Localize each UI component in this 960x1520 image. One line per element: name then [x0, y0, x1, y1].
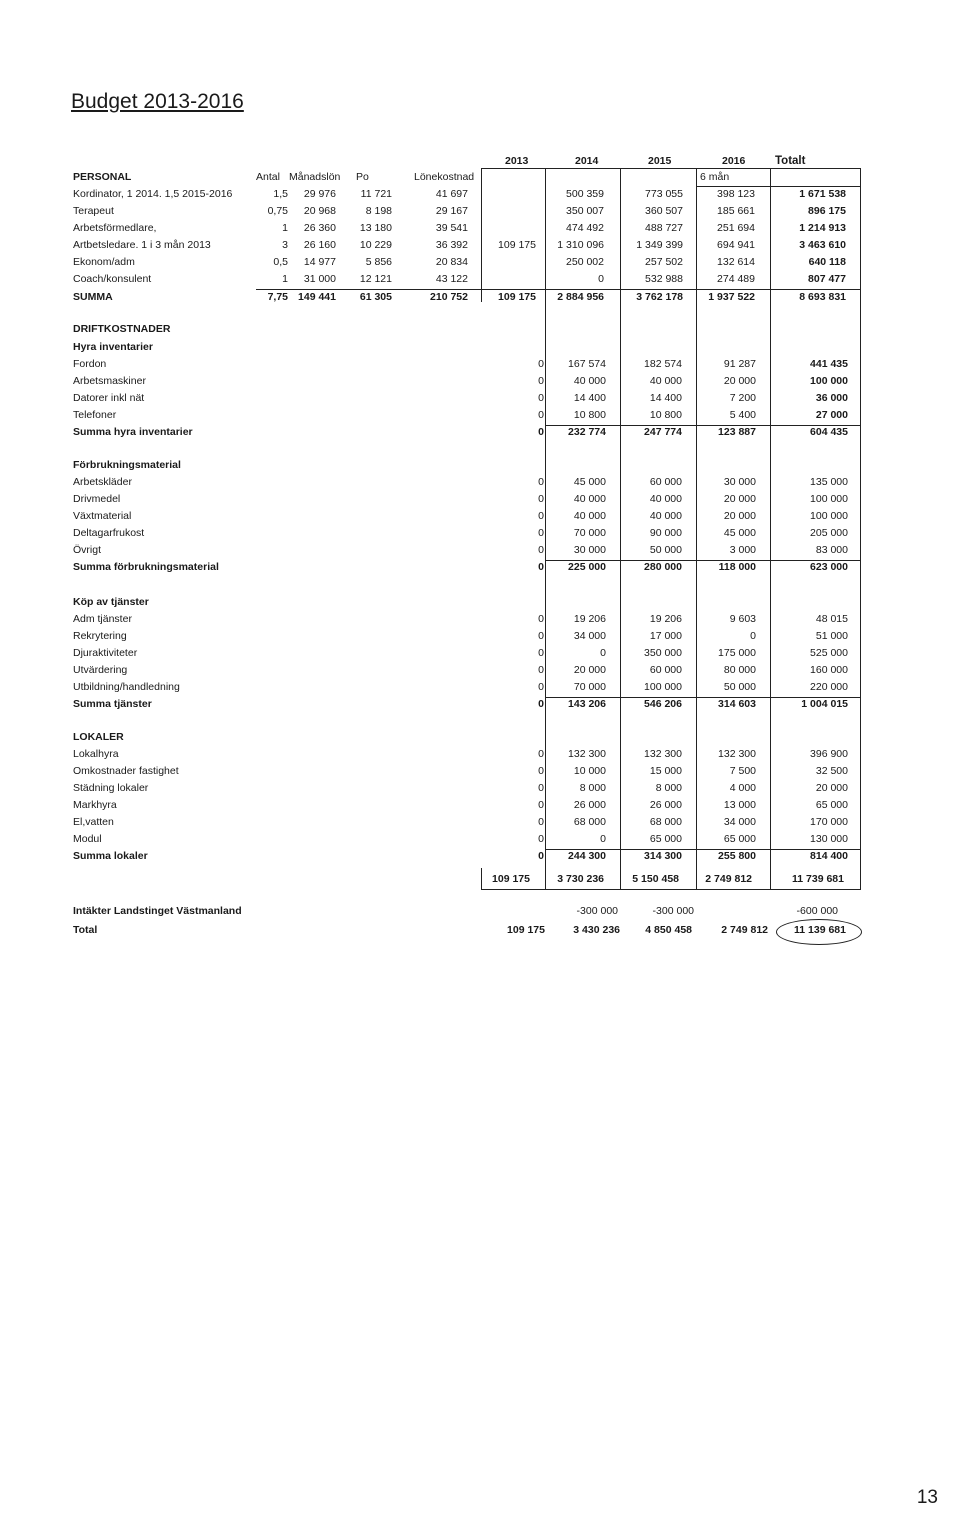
section-cell-label: Lokalhyra [73, 748, 119, 760]
income-2015: -300 000 [652, 905, 694, 917]
year-header-row [0, 155, 960, 172]
section-cell-z: 0 [538, 527, 544, 539]
section-cell-z: 0 [538, 647, 544, 659]
section-cell-y2016: 314 603 [718, 698, 756, 710]
section-cell-tot: 51 000 [815, 630, 848, 642]
section-heading: Hyra inventarier [73, 341, 153, 353]
personal-row [0, 188, 960, 205]
section-heading-row [0, 731, 960, 748]
section-row [0, 630, 960, 647]
section-cell-y2015: 100 000 [644, 681, 682, 693]
total-label: Total [73, 924, 98, 936]
section-cell-label: Adm tjänster [73, 613, 132, 625]
section-cell-z: 0 [538, 630, 544, 642]
personal-cell-lk: 36 392 [435, 239, 468, 251]
section-row [0, 816, 960, 833]
personal-cell-label: SUMMA [73, 291, 113, 303]
section-cell-label: Utvärdering [73, 664, 128, 676]
section-heading-row [0, 459, 960, 476]
section-cell-y2016: 65 000 [723, 833, 756, 845]
section-cell-label: Telefoner [73, 409, 117, 421]
section-cell-tot: 100 000 [810, 493, 848, 505]
personal-cell-tot: 896 175 [808, 205, 846, 217]
section-cell-y2014: 225 000 [568, 561, 606, 573]
section-cell-y2015: 60 000 [649, 664, 682, 676]
section-cell-y2016: 80 000 [723, 664, 756, 676]
section-row [0, 782, 960, 799]
section-cell-y2016: 50 000 [723, 681, 756, 693]
personal-cell-y2014: 2 884 956 [557, 291, 604, 303]
section-cell-z: 0 [538, 833, 544, 845]
section-cell-y2014: 167 574 [568, 358, 606, 370]
section-heading: Förbrukningsmaterial [73, 459, 181, 471]
section-cell-y2014: 40 000 [573, 493, 606, 505]
personal-cell-y2014: 500 359 [566, 188, 604, 200]
section-cell-z: 0 [538, 748, 544, 760]
personal-cell-tot: 3 463 610 [799, 239, 846, 251]
personal-cell-y2013: 109 175 [498, 291, 536, 303]
total-2015: 4 850 458 [645, 924, 692, 936]
section-cell-tot: 205 000 [810, 527, 848, 539]
personal-cell-antal: 0,5 [273, 256, 288, 268]
section-cell-y2016: 5 400 [729, 409, 756, 421]
section-row [0, 375, 960, 392]
section-cell-label: Deltagarfrukost [73, 527, 145, 539]
personal-cell-tot: 640 118 [808, 256, 846, 268]
section-cell-label: Summa tjänster [73, 698, 152, 710]
personal-cell-antal: 3 [282, 239, 288, 251]
personal-cell-lon: 31 000 [303, 273, 336, 285]
personal-cell-po: 13 180 [359, 222, 392, 234]
section-cell-y2014: 0 [600, 833, 606, 845]
section-cell-y2014: 70 000 [573, 681, 606, 693]
section-row [0, 493, 960, 510]
personal-cell-tot: 1 214 913 [799, 222, 846, 234]
personal-cell-y2015: 360 507 [645, 205, 683, 217]
section-cell-y2014: 40 000 [573, 375, 606, 387]
section-row [0, 358, 960, 375]
personal-heading: PERSONAL [73, 171, 132, 183]
personal-cell-y2015: 3 762 178 [636, 291, 683, 303]
section-cell-y2015: 40 000 [649, 510, 682, 522]
personal-cell-label: Kordinator, 1 2014. 1,5 2015-2016 [73, 188, 233, 200]
section-sum-line [545, 697, 861, 698]
section-cell-y2016: 45 000 [723, 527, 756, 539]
section-cell-z: 0 [538, 476, 544, 488]
section-cell-y2014: 10 000 [573, 765, 606, 777]
personal-cell-y2013: 109 175 [498, 239, 536, 251]
personal-cell-lk: 210 752 [430, 291, 468, 303]
section-cell-y2014: 26 000 [573, 799, 606, 811]
section-cell-tot: 130 000 [810, 833, 848, 845]
section-cell-y2014: 34 000 [573, 630, 606, 642]
section-cell-y2014: 45 000 [573, 476, 606, 488]
header-2016: 2016 [722, 155, 746, 167]
section-cell-z: 0 [538, 816, 544, 828]
col-2013-border [545, 168, 546, 890]
personal-cell-lon: 20 968 [303, 205, 336, 217]
section-row [0, 544, 960, 561]
personal-cell-lon: 14 977 [303, 256, 336, 268]
personal-cell-antal: 1,5 [273, 188, 288, 200]
personal-row [0, 256, 960, 273]
personal-cell-po: 8 198 [365, 205, 392, 217]
personal-row [0, 222, 960, 239]
driftkostnader-row [0, 323, 960, 340]
section-cell-y2015: 8 000 [655, 782, 682, 794]
table-bottom-line [481, 889, 861, 890]
personal-cell-lk: 41 697 [435, 188, 468, 200]
personal-cell-y2015: 1 349 399 [636, 239, 683, 251]
section-cell-label: Städning lokaler [73, 782, 149, 794]
personal-cell-label: Coach/konsulent [73, 273, 152, 285]
section-cell-y2015: 90 000 [649, 527, 682, 539]
section-cell-label: Datorer inkl nät [73, 392, 145, 404]
personal-cell-y2016: 251 694 [717, 222, 755, 234]
personal-cell-y2014: 474 492 [566, 222, 604, 234]
section-cell-z: 0 [538, 782, 544, 794]
section-cell-y2016: 7 200 [729, 392, 756, 404]
section-cell-y2015: 350 000 [644, 647, 682, 659]
total-total: 11 139 681 [794, 924, 846, 936]
personal-cell-lon: 29 976 [303, 188, 336, 200]
section-cell-tot: 36 000 [815, 392, 848, 404]
section-cell-z: 0 [538, 681, 544, 693]
section-cell-z: 0 [538, 409, 544, 421]
section-cell-tot: 1 004 015 [801, 698, 848, 710]
personal-cell-lk: 29 167 [435, 205, 468, 217]
table-left-border [481, 168, 482, 302]
section-cell-tot: 20 000 [815, 782, 848, 794]
section-cell-z: 0 [538, 392, 544, 404]
header-manadslon: Månadslön [289, 171, 341, 183]
section-cell-y2016: 20 000 [723, 510, 756, 522]
income-label: Intäkter Landstinget Västmanland [73, 905, 242, 917]
section-cell-y2016: 30 000 [723, 476, 756, 488]
col-2016-border [770, 168, 771, 890]
personal-cell-y2015: 257 502 [645, 256, 683, 268]
section-row [0, 647, 960, 664]
grand-sum-2013: 109 175 [492, 873, 530, 885]
section-cell-tot: 220 000 [810, 681, 848, 693]
section-row [0, 392, 960, 409]
section-cell-y2015: 15 000 [649, 765, 682, 777]
personal-cell-y2014: 0 [598, 273, 604, 285]
section-cell-y2015: 17 000 [649, 630, 682, 642]
personal-cell-tot: 1 671 538 [799, 188, 846, 200]
section-cell-z: 0 [538, 613, 544, 625]
section-cell-y2016: 3 000 [729, 544, 756, 556]
section-cell-y2016: 20 000 [723, 493, 756, 505]
section-cell-y2015: 132 300 [644, 748, 682, 760]
section-cell-y2015: 182 574 [644, 358, 682, 370]
section-sum-line [545, 425, 861, 426]
section-row [0, 613, 960, 630]
personal-sum-line [256, 289, 861, 290]
section-cell-label: Summa lokaler [73, 850, 148, 862]
section-cell-label: Arbetsmaskiner [73, 375, 146, 387]
personal-row [0, 273, 960, 290]
section-cell-tot: 441 435 [810, 358, 848, 370]
section-cell-z: 0 [538, 375, 544, 387]
personal-cell-y2016: 398 123 [717, 188, 755, 200]
section-cell-label: Rekrytering [73, 630, 127, 642]
section-cell-tot: 83 000 [815, 544, 848, 556]
total-circle-mark [776, 919, 862, 945]
section-cell-label: Drivmedel [73, 493, 121, 505]
section-sum-line [545, 849, 861, 850]
section-cell-y2015: 26 000 [649, 799, 682, 811]
personal-cell-y2016: 1 937 522 [708, 291, 755, 303]
section-row [0, 664, 960, 681]
section-row [0, 748, 960, 765]
personal-cell-lon: 26 360 [303, 222, 336, 234]
personal-cell-y2016: 185 661 [717, 205, 755, 217]
col-2015-border [696, 168, 697, 890]
header-2015: 2015 [648, 155, 672, 167]
section-cell-y2014: 244 300 [568, 850, 606, 862]
section-cell-y2014: 0 [600, 647, 606, 659]
section-cell-y2015: 19 206 [649, 613, 682, 625]
section-cell-z: 0 [538, 698, 544, 710]
section-cell-tot: 100 000 [810, 375, 848, 387]
section-cell-y2015: 247 774 [644, 426, 682, 438]
section-cell-z: 0 [538, 799, 544, 811]
page-number: 13 [916, 1487, 938, 1508]
section-cell-y2016: 7 500 [729, 765, 756, 777]
section-sum-row [0, 698, 960, 715]
section-row [0, 510, 960, 527]
driftkostnader-heading: DRIFTKOSTNADER [73, 323, 171, 335]
grand-sum-row [0, 873, 960, 890]
section-cell-y2016: 175 000 [718, 647, 756, 659]
table-right-border [860, 168, 861, 890]
personal-cell-antal: 1 [282, 222, 288, 234]
section-sum-row [0, 561, 960, 578]
section-cell-tot: 100 000 [810, 510, 848, 522]
section-cell-label: Växtmaterial [73, 510, 132, 522]
section-row [0, 681, 960, 698]
section-row [0, 476, 960, 493]
section-cell-y2014: 40 000 [573, 510, 606, 522]
section-cell-y2015: 546 206 [644, 698, 682, 710]
section-cell-label: Utbildning/handledning [73, 681, 180, 693]
six-man-line [696, 186, 861, 187]
personal-cell-y2015: 773 055 [645, 188, 683, 200]
section-cell-label: Övrigt [73, 544, 102, 556]
section-cell-y2016: 13 000 [723, 799, 756, 811]
personal-cell-tot: 807 477 [808, 273, 846, 285]
section-cell-y2016: 0 [750, 630, 756, 642]
personal-cell-y2016: 132 614 [717, 256, 755, 268]
section-row [0, 799, 960, 816]
section-cell-y2016: 4 000 [729, 782, 756, 794]
section-cell-y2015: 314 300 [644, 850, 682, 862]
personal-cell-lk: 20 834 [435, 256, 468, 268]
section-cell-y2015: 65 000 [649, 833, 682, 845]
section-cell-y2016: 20 000 [723, 375, 756, 387]
personal-cell-po: 61 305 [359, 291, 392, 303]
section-cell-tot: 65 000 [815, 799, 848, 811]
header-top-line [481, 168, 861, 169]
grand-sum-total: 11 739 681 [792, 873, 844, 885]
section-cell-tot: 32 500 [815, 765, 848, 777]
personal-cell-po: 10 229 [359, 239, 392, 251]
section-row [0, 833, 960, 850]
section-cell-label: Modul [73, 833, 102, 845]
personal-cell-lk: 43 122 [435, 273, 468, 285]
section-cell-y2015: 280 000 [644, 561, 682, 573]
section-cell-y2015: 68 000 [649, 816, 682, 828]
personal-cell-antal: 0,75 [267, 205, 288, 217]
section-cell-y2014: 132 300 [568, 748, 606, 760]
section-sum-row [0, 850, 960, 867]
personal-cell-y2014: 250 002 [566, 256, 604, 268]
section-cell-y2014: 30 000 [573, 544, 606, 556]
section-row [0, 409, 960, 426]
section-heading-row [0, 341, 960, 358]
section-cell-tot: 396 900 [810, 748, 848, 760]
header-lonekostnad: Lönekostnad [414, 171, 475, 183]
header-six-man: 6 mån [700, 171, 730, 183]
personal-cell-antal: 7,75 [267, 291, 288, 303]
personal-cell-y2016: 274 489 [717, 273, 755, 285]
section-cell-y2016: 123 887 [718, 426, 756, 438]
section-cell-z: 0 [538, 850, 544, 862]
section-cell-tot: 160 000 [810, 664, 848, 676]
personal-sum-row [0, 291, 960, 308]
section-cell-label: Omkostnader fastighet [73, 765, 179, 777]
personal-cell-label: Terapeut [73, 205, 114, 217]
section-cell-y2014: 8 000 [579, 782, 606, 794]
section-cell-y2016: 9 603 [729, 613, 756, 625]
personal-row [0, 239, 960, 256]
section-cell-y2014: 14 400 [573, 392, 606, 404]
personal-row [0, 205, 960, 222]
section-cell-y2014: 10 800 [573, 409, 606, 421]
personal-cell-label: Arbetsförmedlare, [73, 222, 157, 234]
header-po: Po [356, 171, 369, 183]
section-cell-label: Fordon [73, 358, 107, 370]
personal-cell-lon: 149 441 [298, 291, 336, 303]
section-cell-y2016: 118 000 [718, 561, 756, 573]
section-cell-y2016: 91 287 [723, 358, 756, 370]
section-cell-z: 0 [538, 426, 544, 438]
section-cell-y2014: 232 774 [568, 426, 606, 438]
section-cell-y2015: 50 000 [649, 544, 682, 556]
section-cell-y2014: 19 206 [573, 613, 606, 625]
grand-left-border [481, 868, 482, 889]
section-cell-y2015: 40 000 [649, 375, 682, 387]
header-2014: 2014 [575, 155, 599, 167]
section-cell-tot: 170 000 [810, 816, 848, 828]
section-cell-y2016: 132 300 [718, 748, 756, 760]
section-cell-label: El,vatten [73, 816, 114, 828]
section-cell-tot: 48 015 [815, 613, 848, 625]
section-cell-tot: 604 435 [810, 426, 848, 438]
section-cell-y2015: 40 000 [649, 493, 682, 505]
section-cell-y2014: 20 000 [573, 664, 606, 676]
personal-cell-antal: 1 [282, 273, 288, 285]
income-2014: -300 000 [576, 905, 618, 917]
section-cell-z: 0 [538, 561, 544, 573]
personal-cell-y2015: 488 727 [645, 222, 683, 234]
section-cell-z: 0 [538, 544, 544, 556]
personal-cell-po: 5 856 [365, 256, 392, 268]
personal-cell-y2015: 532 988 [645, 273, 683, 285]
personal-cell-lk: 39 541 [435, 222, 468, 234]
section-cell-tot: 623 000 [810, 561, 848, 573]
section-cell-label: Summa förbrukningsmaterial [73, 561, 219, 573]
header-antal: Antal [256, 171, 280, 183]
section-cell-label: Markhyra [73, 799, 117, 811]
personal-cell-lon: 26 160 [303, 239, 336, 251]
total-2016: 2 749 812 [721, 924, 768, 936]
grand-sum-2015: 5 150 458 [632, 873, 679, 885]
section-sum-line [545, 560, 861, 561]
section-cell-z: 0 [538, 493, 544, 505]
section-sum-row [0, 426, 960, 443]
personal-cell-label: Ekonom/adm [73, 256, 135, 268]
section-cell-y2016: 255 800 [718, 850, 756, 862]
section-cell-y2015: 60 000 [649, 476, 682, 488]
section-row [0, 765, 960, 782]
section-cell-z: 0 [538, 664, 544, 676]
section-cell-tot: 27 000 [815, 409, 848, 421]
header-totalt: Totalt [775, 155, 806, 167]
section-cell-label: Djuraktiviteter [73, 647, 138, 659]
section-cell-label: Summa hyra inventarier [73, 426, 193, 438]
section-cell-y2014: 70 000 [573, 527, 606, 539]
section-heading: Köp av tjänster [73, 596, 149, 608]
section-cell-z: 0 [538, 765, 544, 777]
personal-cell-tot: 8 693 831 [799, 291, 846, 303]
grand-sum-2014: 3 730 236 [557, 873, 604, 885]
personal-cell-po: 12 121 [359, 273, 392, 285]
personal-cell-po: 11 721 [360, 188, 392, 200]
personal-cell-y2014: 1 310 096 [557, 239, 604, 251]
section-heading: LOKALER [73, 731, 124, 743]
section-row [0, 527, 960, 544]
section-cell-y2014: 143 206 [568, 698, 606, 710]
section-cell-tot: 525 000 [810, 647, 848, 659]
section-cell-y2014: 68 000 [573, 816, 606, 828]
grand-sum-2016: 2 749 812 [705, 873, 752, 885]
personal-cell-y2016: 694 941 [717, 239, 755, 251]
section-heading-row [0, 596, 960, 613]
section-cell-tot: 814 400 [810, 850, 848, 862]
section-cell-y2015: 14 400 [649, 392, 682, 404]
income-total: -600 000 [796, 905, 838, 917]
section-cell-label: Arbetskläder [73, 476, 132, 488]
section-cell-y2016: 34 000 [723, 816, 756, 828]
page-title: Budget 2013-2016 [71, 90, 244, 113]
col-2014-border [620, 168, 621, 890]
section-cell-z: 0 [538, 510, 544, 522]
total-2013: 109 175 [507, 924, 545, 936]
personal-cell-y2014: 350 007 [566, 205, 604, 217]
total-2014: 3 430 236 [573, 924, 620, 936]
personal-cell-label: Artbetsledare. 1 i 3 mån 2013 [73, 239, 211, 251]
section-cell-z: 0 [538, 358, 544, 370]
section-cell-y2015: 10 800 [649, 409, 682, 421]
header-2013: 2013 [505, 155, 529, 167]
section-cell-tot: 135 000 [810, 476, 848, 488]
